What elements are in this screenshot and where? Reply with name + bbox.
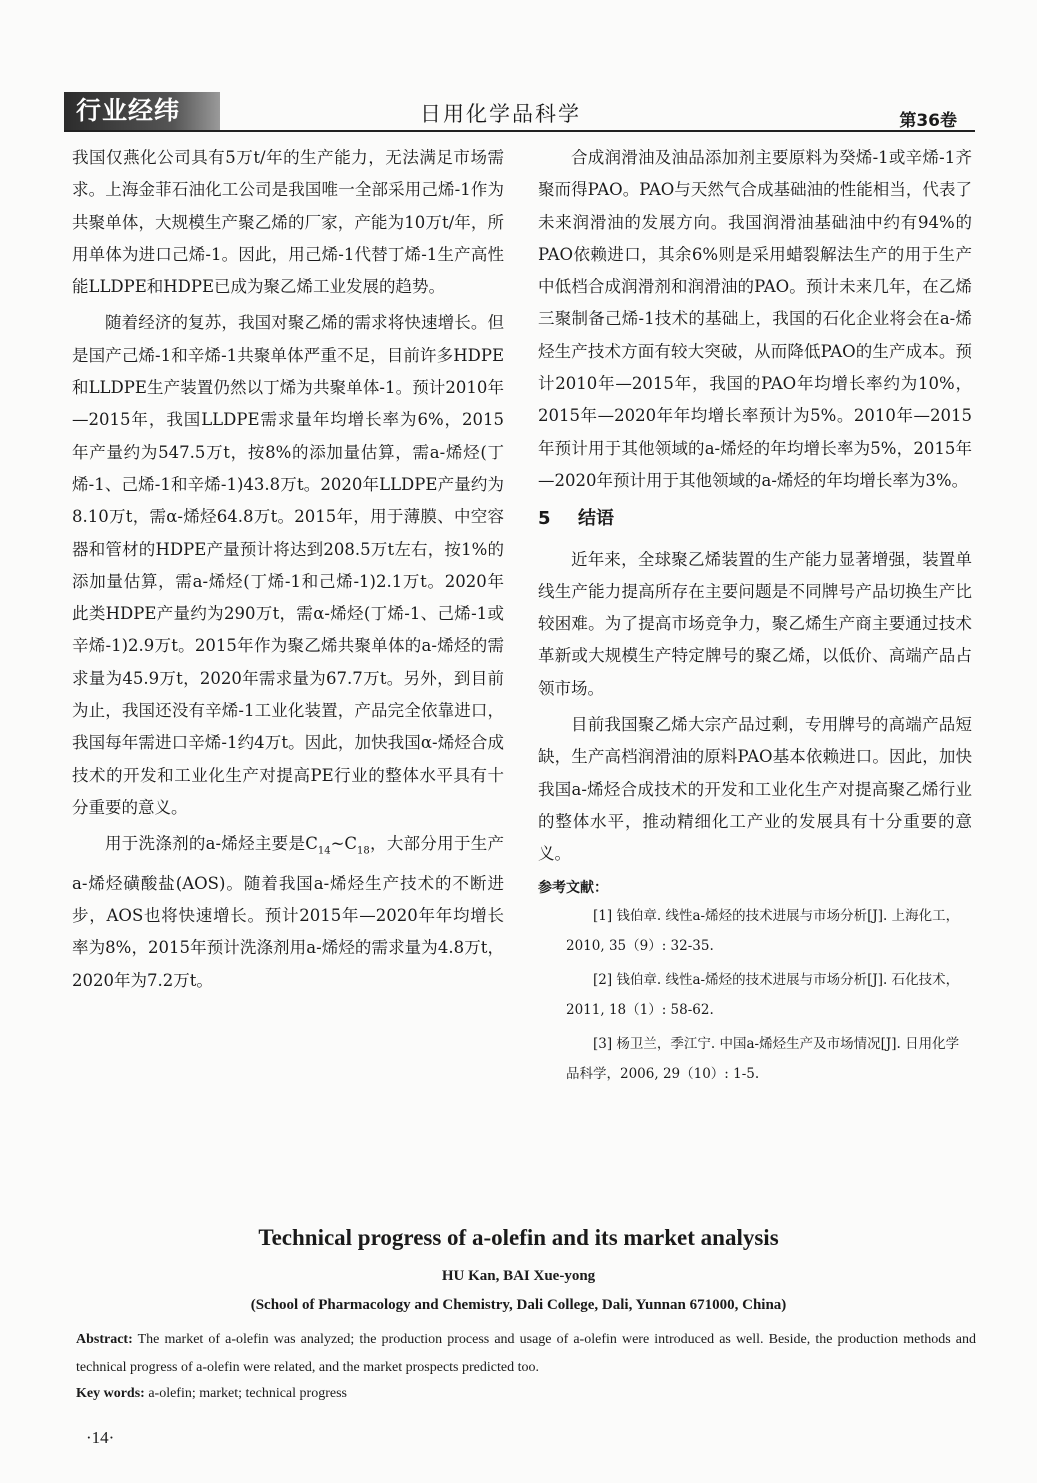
journal-title: 日用化学品科学 (420, 102, 581, 126)
paragraph: 合成润滑油及油品添加剂主要原料为癸烯-1或辛烯-1齐聚而得PAO。PAO与天然气合成基础油的性能相当，代表了未来润滑油的发展方向。我国润滑油基础油中约有94%的PAO依赖进口，其余6%则是采用蜡裂解法生产的用于生产中低档合成润滑剂和润滑油的PAO。预计未来几年，在乙烯三聚制备己烯-1技术的基础上，我国的石化企业将会在a-烯烃生产技术方面有较大突破，从而降低PAO的生产成本。预计2010年—2015年，我国的PAO年均增长率约为10%，2015年—2020年年均增长率预计为5%。2010年—2015年预计用于其他领域的a-烯烃的年均增长率为5%，2015年—2020年预计用于其他领域的a-烯烃的年均增长率为3%。 (538, 148, 972, 490)
keywords-text: a-olefin; market; technical progress (144, 1386, 347, 1401)
section-tag: 行业经纬 (64, 92, 220, 130)
section-title: 结语 (578, 508, 614, 530)
text-run: 用于洗涤剂的a-烯烃主要是C (105, 834, 318, 854)
paragraph: 近年来，全球聚乙烯装置的生产能力显著增强，装置单线生产能力提高所存在主要问题是不同牌号产品切换生产比较困难。为了提高市场竞争力，聚乙烯生产商主要通过技术革新或大规模生产特定牌号的聚乙烯，以低价、高端产品占领市场。 (538, 549, 972, 698)
english-affiliation: (School of Pharmacology and Chemistry, Dali College, Dali, Yunnan 671000, China) (250, 1297, 787, 1313)
detergent-paragraph (72, 828, 504, 997)
abstract-text: The market of a-olefin was analyzed; the production process and usage of a-olefin were introduced as well. Beside, the production methods and technical progress of a-olefin were related, and the market prospects predicted too. (76, 1332, 976, 1375)
page-number: ·14· (86, 1428, 115, 1447)
subscript: 14 (317, 845, 331, 857)
reference-item: [3] 杨卫兰，季江宁. 中国a-烯烃生产及市场情况[J]. 日用化学品科学，2006, 29（10）: 1-5. (566, 1035, 960, 1082)
left-column (72, 142, 504, 1001)
section-heading (538, 503, 972, 535)
reference-item: [2] 钱伯章. 线性a-烯烃的技术进展与市场分析[J]. 石化技术，2011, 18（1）: 58-62. (566, 971, 960, 1018)
english-authors: HU Kan, BAI Xue-yong (441, 1268, 596, 1284)
paragraph: 我国仅燕化公司具有5万t/年的生产能力，无法满足市场需求。上海金菲石油化工公司是我国唯一全部采用己烯-1作为共聚单体，大规模生产聚乙烯的厂家，产能为10万t/年，所用单体为进口己烯-1。因此，用己烯-1代替丁烯-1生产高性能LLDPE和HDPE已成为聚乙烯工业发展的趋势。 (72, 148, 504, 297)
volume-label: 第36卷 (899, 111, 957, 131)
keywords-label: Key words: (76, 1386, 145, 1401)
english-title: Technical progress of a-olefin and its market analysis (258, 1225, 779, 1250)
references-title: 参考文献： (538, 879, 608, 896)
reference-item: [1] 钱伯章. 线性a-烯烃的技术进展与市场分析[J]. 上海化工，2010, 35（9）: 32-35. (566, 907, 960, 954)
section-number: 5 (538, 508, 551, 530)
english-abstract (76, 1326, 976, 1382)
subscript: 18 (357, 845, 370, 857)
paragraph: 目前我国聚乙烯大宗产品过剩，专用牌号的高端产品短缺，生产高档润滑油的原料PAO基本依赖进口。因此，加快我国a-烯烃合成技术的开发和工业化生产对提高聚乙烯行业的整体水平，推动精细化工产业的发展具有十分重要的意义。 (538, 715, 972, 864)
english-keywords (76, 1382, 976, 1406)
paragraph: 随着经济的复苏，我国对聚乙烯的需求将快速增长。但是国产己烯-1和辛烯-1共聚单体严重不足，目前许多HDPE和LLDPE生产装置仍然以丁烯为共聚单体-1。预计2010年—2015年，我国LLDPE需求量年均增长率为6%，2015年产量约为547.5万t，按8%的添加量估算，需a-烯烃(丁烯-1、己烯-1和辛烯-1)43.8万t。2020年LLDPE产量约为8.10万t，需α-烯烃64.8万t。2015年，用于薄膜、中空容器和管材的HDPE产量预计将达到208.5万t左右，按1%的添加量估算，需a-烯烃(丁烯-1和己烯-1)2.1万t。2020年此类HDPE产量约为290万t，需α-烯烃(丁烯-1、己烯-1或辛烯-1)2.9万t。2015年作为聚乙烯共聚单体的a-烯烃的需求量为45.9万t，2020年需求量为67.7万t。另外，到目前为止，我国还没有辛烯-1工业化装置，产品完全依靠进口，我国每年需进口辛烯-1约4万t。因此，加快我国α-烯烃合成技术的开发和工业化生产对提高PE行业的整体水平具有十分重要的意义。 (72, 313, 504, 817)
header-rule (64, 130, 975, 132)
abstract-label: Abstract: (76, 1332, 133, 1347)
text-run: ，大部分用于生产a-烯烃磺酸盐(AOS)。随着我国a-烯烃生产技术的不断进步，AOS也将快速增长。预计2015年—2020年年均增长率为8%，2015年预计洗涤剂用a-烯烃的需求量为4.8万t，2020年为7.2万t。 (72, 834, 504, 990)
text-run: ~C (330, 834, 358, 854)
right-column (538, 142, 972, 1093)
